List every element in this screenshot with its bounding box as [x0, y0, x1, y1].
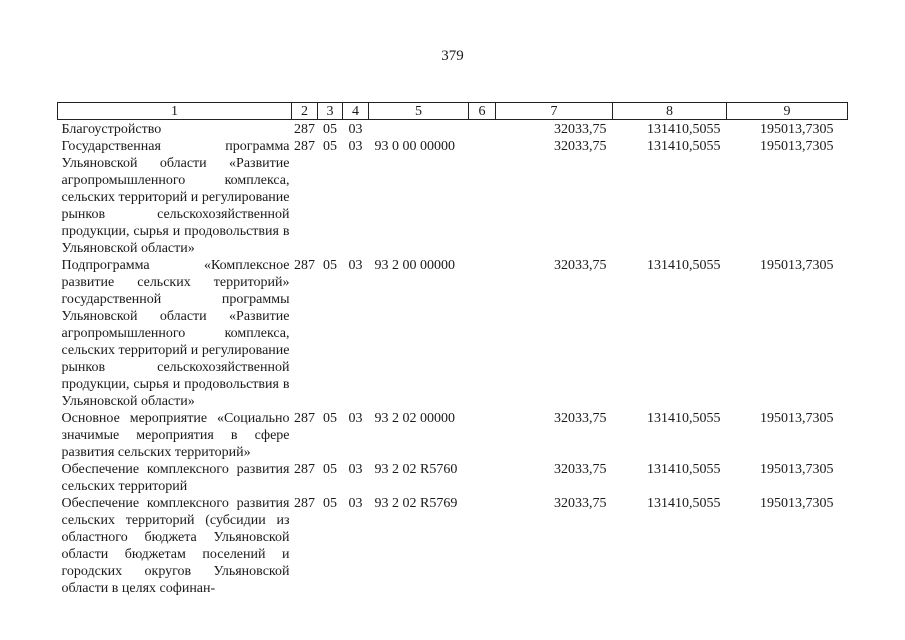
row-code-4: 03: [348, 122, 363, 137]
row-code-6: [469, 410, 496, 461]
column-header-5: 5: [369, 103, 469, 120]
row-value-8: 131410,5055: [647, 496, 721, 511]
row-code-6: [469, 138, 496, 257]
table-row: [58, 257, 848, 410]
row-value-7: 32033,75: [554, 411, 607, 426]
row-name: Основное мероприятие «Социально значимые мероприятия в сфере развития сельских территорий»: [61, 411, 290, 460]
row-value-7: 32033,75: [554, 462, 607, 477]
row-code-6: [469, 120, 496, 139]
row-code-5: 93 2 02 R5760: [374, 462, 458, 477]
row-value-8: 131410,5055: [647, 122, 721, 137]
table-row: [58, 410, 848, 461]
row-code-4: 03: [348, 462, 363, 477]
row-code-5: 93 2 00 00000: [374, 258, 455, 273]
row-code-2: 287: [294, 122, 315, 137]
row-code-2: 287: [294, 139, 315, 154]
row-code-6: [469, 495, 496, 597]
row-value-7: 32033,75: [554, 258, 607, 273]
row-code-4: 03: [348, 258, 363, 273]
page-number: 379: [441, 48, 464, 64]
row-value-9: 195013,7305: [760, 496, 834, 511]
row-code-5: 93 0 00 00000: [374, 139, 455, 154]
column-header-8: 8: [613, 103, 727, 120]
row-code-5: 93 2 02 00000: [374, 411, 455, 426]
row-code-3: 05: [323, 411, 337, 426]
column-header-1: 1: [58, 103, 292, 120]
row-code-2: 287: [294, 258, 315, 273]
row-value-9: 195013,7305: [760, 122, 834, 137]
row-code-3: 05: [323, 122, 337, 137]
row-value-7: 32033,75: [554, 496, 607, 511]
row-code-6: [469, 257, 496, 410]
column-header-3: 3: [318, 103, 343, 120]
row-name: Государственная программа Ульяновской области «Развитие агропромышленного комплекса, сельских территорий и регулирование рынков сельскохозяйственной продукции, сырья и продовольствия в Ульяновской области»: [61, 139, 290, 256]
column-header-7: 7: [496, 103, 613, 120]
row-code-3: 05: [323, 496, 337, 511]
row-name: Обеспечение комплексного развития сельских территорий: [61, 462, 290, 494]
row-code-6: [469, 461, 496, 495]
table-row: [58, 461, 848, 495]
row-value-8: 131410,5055: [647, 139, 721, 154]
column-header-6: 6: [469, 103, 496, 120]
row-code-2: 287: [294, 411, 315, 426]
row-name: Подпрограмма «Комплексное развитие сельских территорий» государственной программы Ульяновской области «Развитие агропромышленного комплекса, сельских территорий и регулирование рынков сельскохозяйственной продукции, сырья и продовольствия в Ульяновской области»: [61, 258, 290, 409]
table-row: [58, 495, 848, 597]
row-code-5: [369, 120, 469, 139]
table-header-row: [58, 103, 848, 120]
table-row: [58, 120, 848, 139]
row-code-3: 05: [323, 462, 337, 477]
row-value-9: 195013,7305: [760, 411, 834, 426]
row-value-7: 32033,75: [554, 139, 607, 154]
row-code-4: 03: [348, 139, 363, 154]
row-code-2: 287: [294, 462, 315, 477]
row-value-9: 195013,7305: [760, 462, 834, 477]
row-code-2: 287: [294, 496, 315, 511]
table-row: [58, 138, 848, 257]
row-value-8: 131410,5055: [647, 462, 721, 477]
row-name: Обеспечение комплексного развития сельских территорий (субсидии из областного бюджета Ульяновской области бюджетам поселений и городских округов Ульяновской области в целях софинан-: [61, 496, 290, 596]
row-value-9: 195013,7305: [760, 139, 834, 154]
row-name: Благоустройство: [61, 122, 162, 137]
budget-table: [57, 102, 848, 597]
column-header-4: 4: [343, 103, 369, 120]
row-code-3: 05: [323, 139, 337, 154]
row-code-5: 93 2 02 R5769: [374, 496, 458, 511]
row-value-8: 131410,5055: [647, 258, 721, 273]
row-code-3: 05: [323, 258, 337, 273]
row-code-4: 03: [348, 411, 363, 426]
column-header-2: 2: [292, 103, 318, 120]
row-value-9: 195013,7305: [760, 258, 834, 273]
column-header-9: 9: [727, 103, 848, 120]
row-value-7: 32033,75: [554, 122, 607, 137]
row-code-4: 03: [348, 496, 363, 511]
row-value-8: 131410,5055: [647, 411, 721, 426]
